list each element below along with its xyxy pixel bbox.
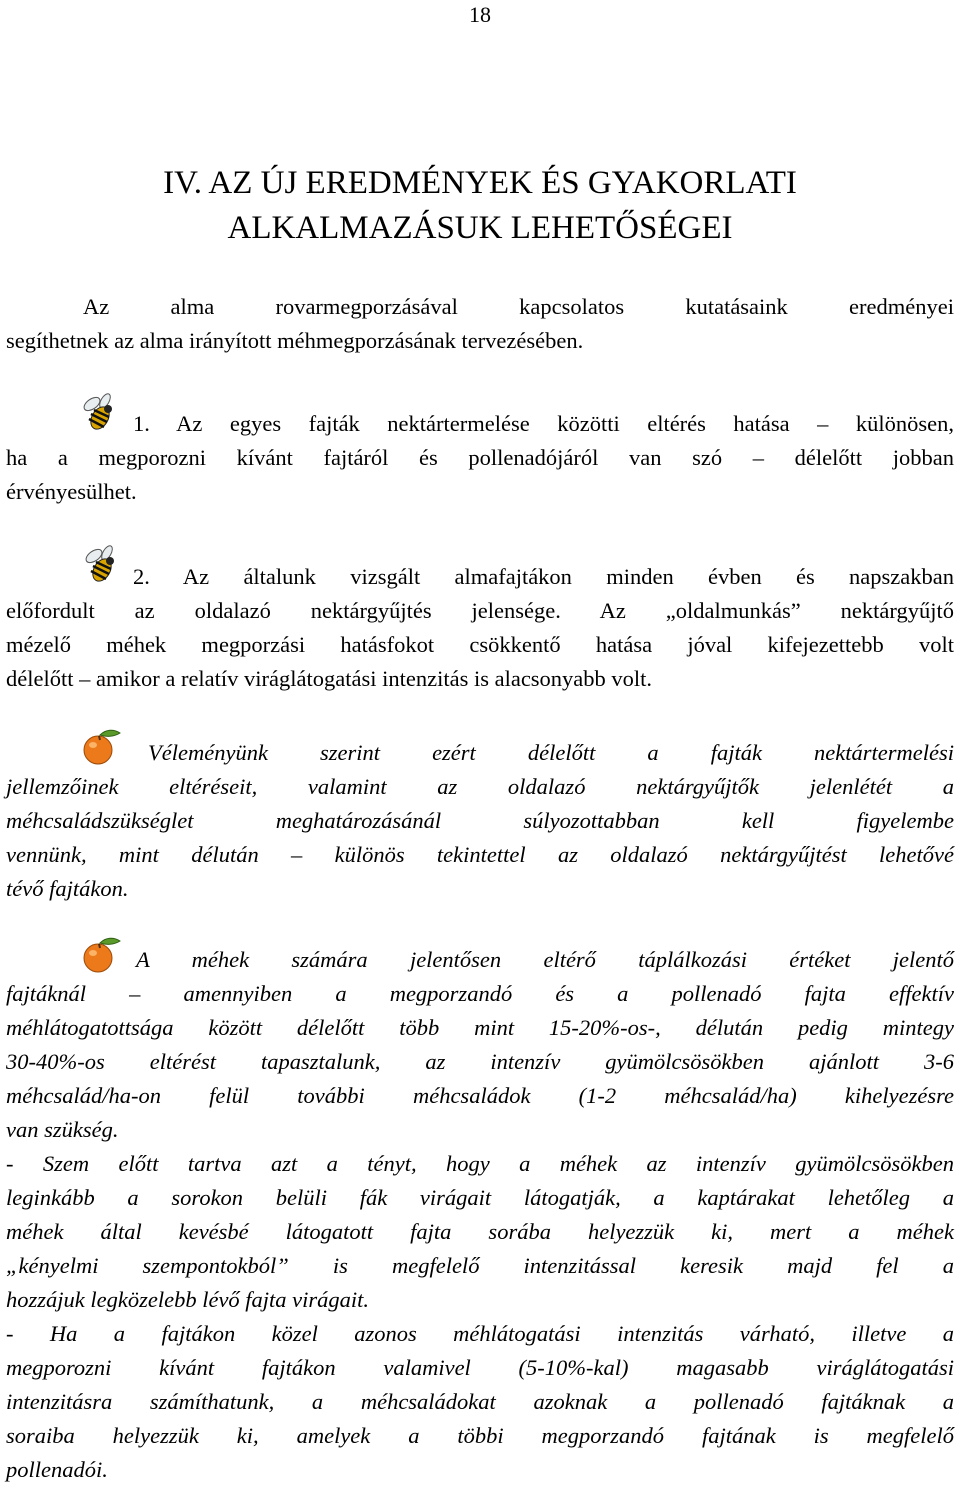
point-line: ha a megporozni kívánt fajtáról és pollenadójáról van szó – délelőtt jobban xyxy=(6,445,954,470)
intro-paragraph xyxy=(6,290,954,358)
point-1-paragraph xyxy=(6,407,954,509)
recommendation-line: méhlátogatottsága között délelőtt több mint 15-20%-os-, délután pedig mintegy xyxy=(6,1015,954,1040)
recommendation-line: A méhek számára jelentősen eltérő táplálkozási értéket jelentő xyxy=(136,947,954,972)
recommendation-line: megporozni kívánt fajtákon valamivel (5-10%-kal) magasabb viráglátogatási xyxy=(6,1355,954,1380)
point-line: 2. Az általunk vizsgált almafajtákon minden évben és napszakban xyxy=(133,564,954,589)
heading-line-2: ALKALMAZÁSUK LEHETŐSÉGEI xyxy=(227,210,733,246)
intro-line: segíthetnek az alma irányított méhmegporzásának tervezésében. xyxy=(6,328,584,353)
point-line: előfordult az oldalazó nektárgyűjtés jelensége. Az „oldalmunkás” nektárgyűjtő xyxy=(6,598,954,623)
recommendation-line: leginkább a sorokon belüli fák virágait látogatják, a kaptárakat lehetőleg a xyxy=(6,1185,954,1210)
point-line: mézelő méhek megporzási hatásfokot csökkentő hatása jóval kifejezettebb volt xyxy=(6,632,954,657)
recommendation-line: - Ha a fajtákon közel azonos méhlátogatási intenzitás várható, illetve a xyxy=(6,1321,954,1346)
recommendation-line: hozzájuk legközelebb lévő fajta virágait. xyxy=(6,1287,370,1312)
page-number: 18 xyxy=(469,2,491,27)
opinion-line: vennünk, mint délután – különös tekintettel az oldalazó nektárgyűjtést lehetővé xyxy=(6,842,954,867)
chapter-heading xyxy=(0,161,960,251)
recommendation-paragraph xyxy=(6,943,954,1487)
recommendation-line: pollenadói. xyxy=(6,1457,108,1482)
intro-line: Az alma rovarmegporzásával kapcsolatos kutatásaink eredményei xyxy=(83,294,954,319)
recommendation-line: méhek által kevésbé látogatott fajta sorába helyezzük ki, mert a méhek xyxy=(6,1219,954,1244)
point-2-paragraph xyxy=(6,560,954,696)
recommendation-line: 30-40%-os eltérést tapasztalunk, az intenzív gyümölcsösökben ajánlott 3-6 xyxy=(6,1049,954,1074)
opinion-line: Véleményünk szerint ezért délelőtt a fajták nektártermelési xyxy=(148,740,954,765)
opinion-line: méhcsaládszükséglet meghatározásánál súlyozottabban kell figyelembe xyxy=(6,808,954,833)
point-line: délelőtt – amikor a relatív viráglátogatási intenzitás is alacsonyabb volt. xyxy=(6,666,653,691)
recommendation-line: - Szem előtt tartva azt a tényt, hogy a méhek az intenzív gyümölcsösökben xyxy=(6,1151,954,1176)
point-line: 1. Az egyes fajták nektártermelése közötti eltérés hatása – különösen, xyxy=(133,411,954,436)
recommendation-line: van szükség. xyxy=(6,1117,119,1142)
recommendation-line: fajtáknál – amennyiben a megporzandó és a pollenadó fajta effektív xyxy=(6,981,954,1006)
opinion-line: jellemzőinek eltéréseit, valamint az oldalazó nektárgyűjtők jelenlétét a xyxy=(6,774,954,799)
opinion-paragraph xyxy=(6,736,954,906)
recommendation-line: intenzitásra számíthatunk, a méhcsaládokat azoknak a pollenadó fajtáknak a xyxy=(6,1389,954,1414)
opinion-line: tévő fajtákon. xyxy=(6,876,129,901)
recommendation-line: „kényelmi szempontokból” is megfelelő intenzitással keresik majd fel a xyxy=(6,1253,954,1278)
point-line: érvényesülhet. xyxy=(6,479,137,504)
recommendation-line: méhcsalád/ha-on felül további méhcsaládok (1-2 méhcsalád/ha) kihelyezésre xyxy=(6,1083,954,1108)
heading-line-1: IV. AZ ÚJ EREDMÉNYEK ÉS GYAKORLATI xyxy=(163,165,797,201)
recommendation-line: soraiba helyezzük ki, amelyek a többi megporzandó fajtának is megfelelő xyxy=(6,1423,954,1448)
